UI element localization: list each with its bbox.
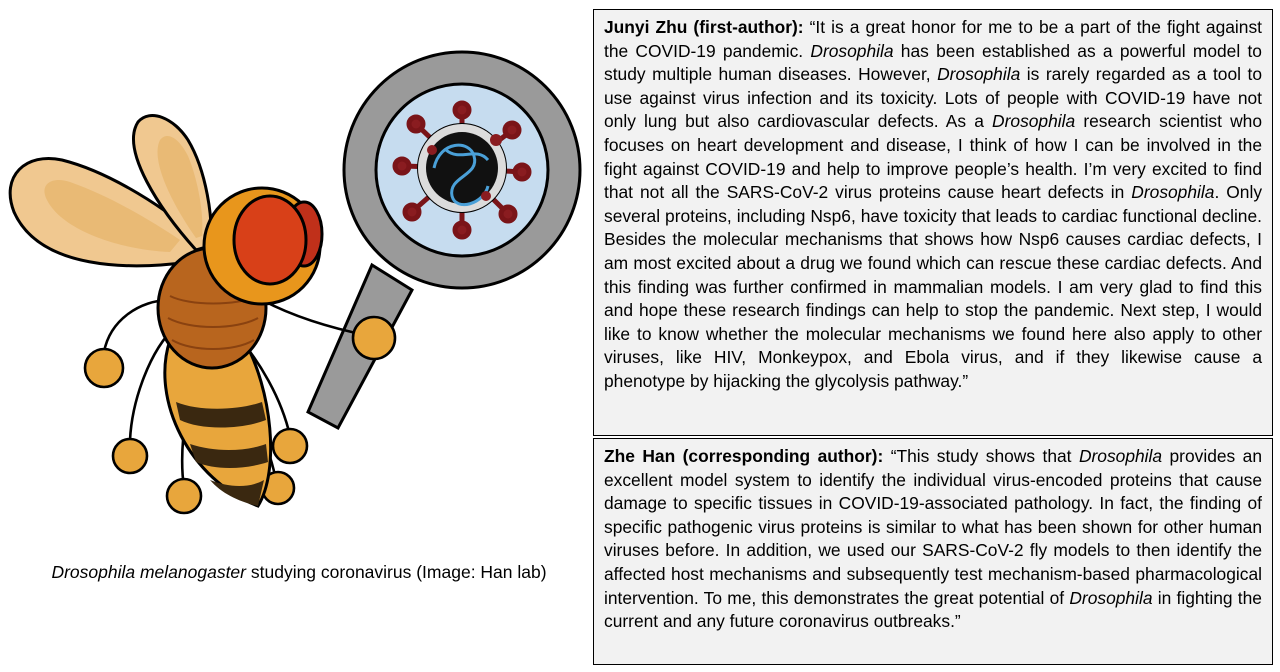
quote-box-corresponding-author bbox=[593, 438, 1273, 665]
quote-segment: is rarely regarded as a tool to use against virus infection and its toxicity. Lots of people with COVID-19 have not only lung but also cardiovascular defects. As a bbox=[604, 64, 1262, 132]
quote-segment: in fighting the current and any future coronavirus outbreaks.” bbox=[604, 587, 1262, 632]
quote-italic-term: Drosophila bbox=[1131, 182, 1215, 203]
quote-segment: has been established as a powerful model to study multiple human diseases. However, bbox=[604, 40, 1262, 85]
caption-species: Drosophila melanogaster bbox=[51, 562, 246, 582]
quote-italic-term: Drosophila bbox=[937, 64, 1021, 85]
fly-wings bbox=[10, 116, 211, 266]
quote-segment: . Only several proteins, including Nsp6, have toxicity that leads to cardiac functional decline. Besides the molecular mechanisms that shows how Nsp6 causes cardiac defects, I am most excited about a drug we found which can rescue these cardiac defects. And this finding was further confirmed in mammalian models. I am very glad to find this and hope these research findings can help to stop the pandemic. Next step, I would like to know whether the molecular mechanisms we found here also apply to other viruses, like HIV, Monkeypox, and Ebola virus, and if they likewise cause a phenotype by hijacking the glycolysis pathway.” bbox=[604, 182, 1263, 391]
quote-segment: “It is a great honor for me to be a part of the fight against the COVID-19 pandemic. bbox=[604, 17, 1262, 61]
quote-box-first-author bbox=[593, 9, 1273, 436]
caption-text: studying coronavirus (Image: Han lab) bbox=[246, 562, 547, 582]
quote-text bbox=[604, 445, 1262, 634]
quote-italic-term: Drosophila bbox=[810, 40, 894, 61]
quote-author: Zhe Han (corresponding author): bbox=[604, 446, 884, 466]
quote-body bbox=[604, 17, 1262, 391]
quote-segment: provides an excellent model system to identify the individual virus-encoded proteins that cause damage to specific tissues in COVID-19-associated pathology. In fact, the finding of specific pathogenic virus proteins is similar to what has been shown for other human viruses before. In addition, we used our SARS-CoV-2 fly models to then identify the affected host mechanisms and subsequently test mechanism-based pharmacological intervention. To me, this demonstrates the great potential of bbox=[604, 446, 1263, 608]
quote-italic-term: Drosophila bbox=[1078, 446, 1163, 466]
fly-with-magnifier-image bbox=[0, 0, 590, 540]
quote-italic-term: Drosophila bbox=[1069, 587, 1153, 608]
quote-text bbox=[604, 16, 1262, 394]
quote-italic-term: Drosophila bbox=[992, 111, 1076, 132]
quote-author: Junyi Zhu (first-author): bbox=[604, 17, 804, 37]
fly-head bbox=[204, 188, 322, 304]
fly-illustration bbox=[0, 0, 590, 540]
quote-segment: research scientist who focuses on heart development and disease, I think of how I can be involved in the fight against COVID-19 and help to improve people’s health. I’m very excited to find that not all the SARS-CoV-2 virus proteins cause heart defects in bbox=[604, 111, 1262, 203]
image-caption bbox=[0, 561, 598, 583]
quote-body bbox=[604, 446, 1262, 631]
quote-segment: “This study shows that bbox=[883, 446, 1079, 466]
